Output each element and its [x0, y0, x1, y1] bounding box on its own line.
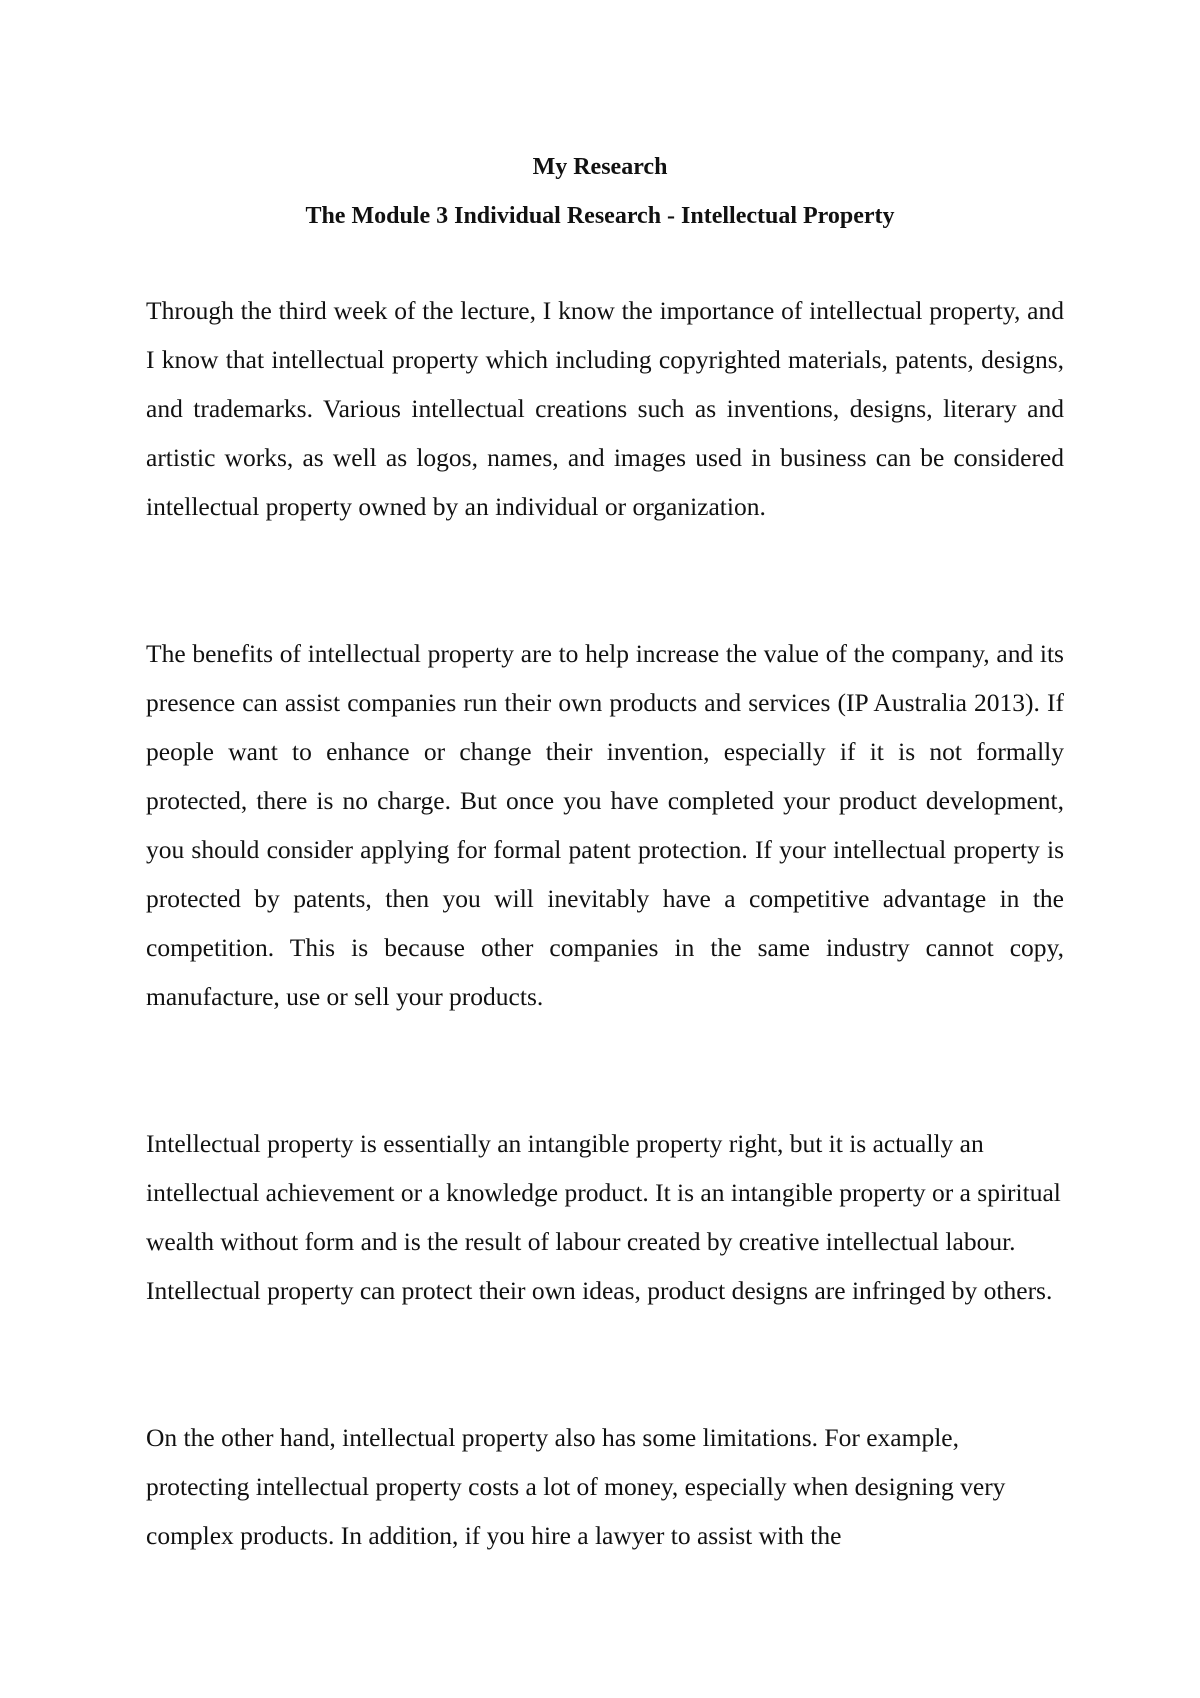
paragraph-nature: Intellectual property is essentially an intangible property right, but it is actually an intellectual achievement or a knowledge product. It is an intangible property or a spiritual wealth without form and is the result of labour created by creative intellectual labour. Intellectual property can protect their own ideas, product designs are infringed by others. — [146, 1129, 1061, 1305]
document-title: My Research — [532, 154, 668, 180]
document-subtitle: The Module 3 Individual Research - Intellectual Property — [305, 203, 895, 229]
title-block — [0, 143, 1200, 241]
paragraph-limitations: On the other hand, intellectual property also has some limitations. For example, protecting intellectual property costs a lot of money, especially when designing very complex products. In addition, if you hire a lawyer to assist with the — [146, 1423, 1006, 1550]
paragraph-benefits: The benefits of intellectual property are to help increase the value of the company, and its presence can assist companies run their own products and services (IP Australia 2013). If people want to enhance or change their invention, especially if it is not formally protected, there is no charge. But once you have completed your product development, you should consider applying for formal patent protection. If your intellectual property is protected by patents, then you will inevitably have a competitive advantage in the competition. This is because other companies in the same industry cannot copy, manufacture, use or sell your products. — [146, 639, 1064, 1011]
paragraph-intro: Through the third week of the lecture, I know the importance of intellectual property, and I know that intellectual property which including copyrighted materials, patents, designs, and trademarks. Various intellectual creations such as inventions, designs, literary and artistic works, as well as logos, names, and images used in business can be considered intellectual property owned by an individual or organization. — [146, 296, 1064, 521]
